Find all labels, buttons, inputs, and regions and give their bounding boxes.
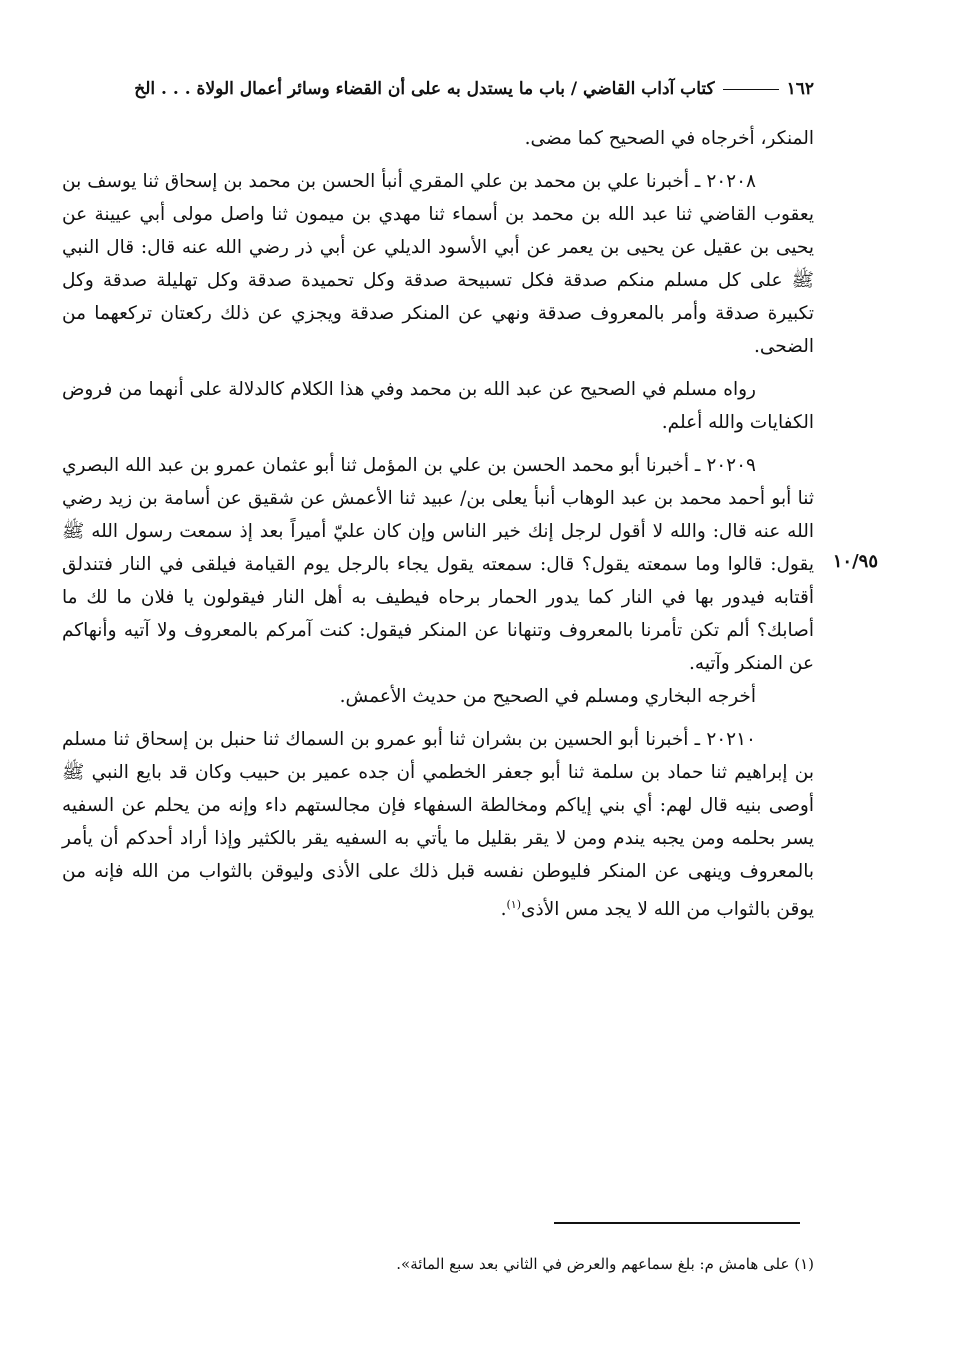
paragraph-hadith-20209: ٢٠٢٠٩ ـ أخبرنا أبو محمد الحسن بن علي بن المؤمل ثنا أبو عثمان عمرو بن عبد الله البصري ثنا أبو أحمد محمد بن عبد الوهاب أنبأ يعلى بن/ عبيد ثنا الأعمش عن شقيق عن أسامة بن زيد رضي الله عنه قال: والله لا أقول لرجل إنك خير الناس وإن كان عليّ أميراً بعد إذ سمعت رسول الله ﷺ يقول: قالوا وما سمعته يقول؟ قال: سمعته يقول يجاء بالرجل يوم القيامة فيلقى في النار فتندلق أقتابه فيدور بها في النار كما يدور الحمار برحاه فيطيف به أهل النار فيقولون يا فلان ما لك ما أصابك؟ ألم تكن تأمرنا بالمعروف وتنهانا عن المنكر فيقول: كنت آمركم بالمعروف ولا آتيه وأنهاكم عن المنكر وآتيه. — [62, 455, 814, 674]
running-header — [62, 74, 814, 104]
paragraph-end-period: . — [500, 899, 507, 921]
page-number: ١٦٢ — [786, 79, 814, 99]
paragraph-commentary-2: أخرجه البخاري ومسلم في الصحيح من حديث الأعمش. — [339, 686, 756, 707]
header-rule — [723, 89, 779, 90]
paragraph-commentary-1: رواه مسلم في الصحيح عن عبد الله بن محمد وفي هذا الكلام كالدلالة على أنهما من فروض الكفايات والله أعلم. — [62, 379, 814, 433]
paragraph-continuation: المنكر، أخرجاه في الصحيح كما مضى. — [524, 128, 814, 149]
main-text — [62, 122, 814, 926]
paragraph-hadith-20210 — [62, 723, 814, 926]
header-right-group — [715, 79, 814, 99]
footnote-reference: (١) — [506, 898, 522, 911]
paragraph-hadith-20208: ٢٠٢٠٨ ـ أخبرنا علي بن محمد بن علي المقري أنبأ الحسن بن محمد بن إسحاق ثنا يوسف بن يعقوب القاضي ثنا عبد الله بن محمد بن أسماء ثنا مهدي بن ميمون ثنا واصل مولى أبي عيينة عن يحيى بن عقيل عن يحيى بن يعمر عن أبي الأسود الديلي عن أبي ذر رضي الله عنه قال: قال النبي ﷺ على كل مسلم منكم صدقة فكل تسبيحة صدقة وكل تحميدة صدقة وكل تهليلة صدقة وكل تكبيرة صدقة وأمر بالمعروف صدقة ونهي عن المنكر صدقة ويجزي عن ذلك ركعتان تركعهما من الضحى. — [62, 171, 814, 357]
paragraph-hadith-20210-text: ٢٠٢١٠ ـ أخبرنا أبو الحسين بن بشران ثنا أبو عمرو بن السماك ثنا حنبل بن إسحاق ثنا مسلم بن إبراهيم ثنا حماد بن سلمة ثنا أبو جعفر الخطمي أن جده عمير بن حبيب وكان قد بايع النبي ﷺ أوصى بنيه قال لهم: أي بني إياكم ومخالطة السفهاء فإن مجالستهم داء وإنه من يحلم عن السفيه يسر بحلمه ومن يجبه يندم ومن لا يقر بقليل ما يأتي به السفيه يقر بالكثير وإذا أراد أحدكم أن يأمر بالمعروف وينهى عن المنكر فليوطن نفسه قبل ذلك على الأذى وليوقن بالثواب من الله فإنه من يوقن بالثواب من الله لا يجد مس الأذى — [62, 729, 814, 921]
margin-folio-note: ١٠/٩٥ — [832, 551, 878, 572]
footnote-separator — [554, 1222, 800, 1224]
header-title: كتاب آداب القاضي / باب ما يستدل به على أن القضاء وسائر أعمال الولاة . . . الخ — [134, 79, 715, 99]
footnote: (١) على هامش م: بلغ سماعهم والعرض في الثاني بعد سبع المائة». — [396, 1255, 814, 1273]
